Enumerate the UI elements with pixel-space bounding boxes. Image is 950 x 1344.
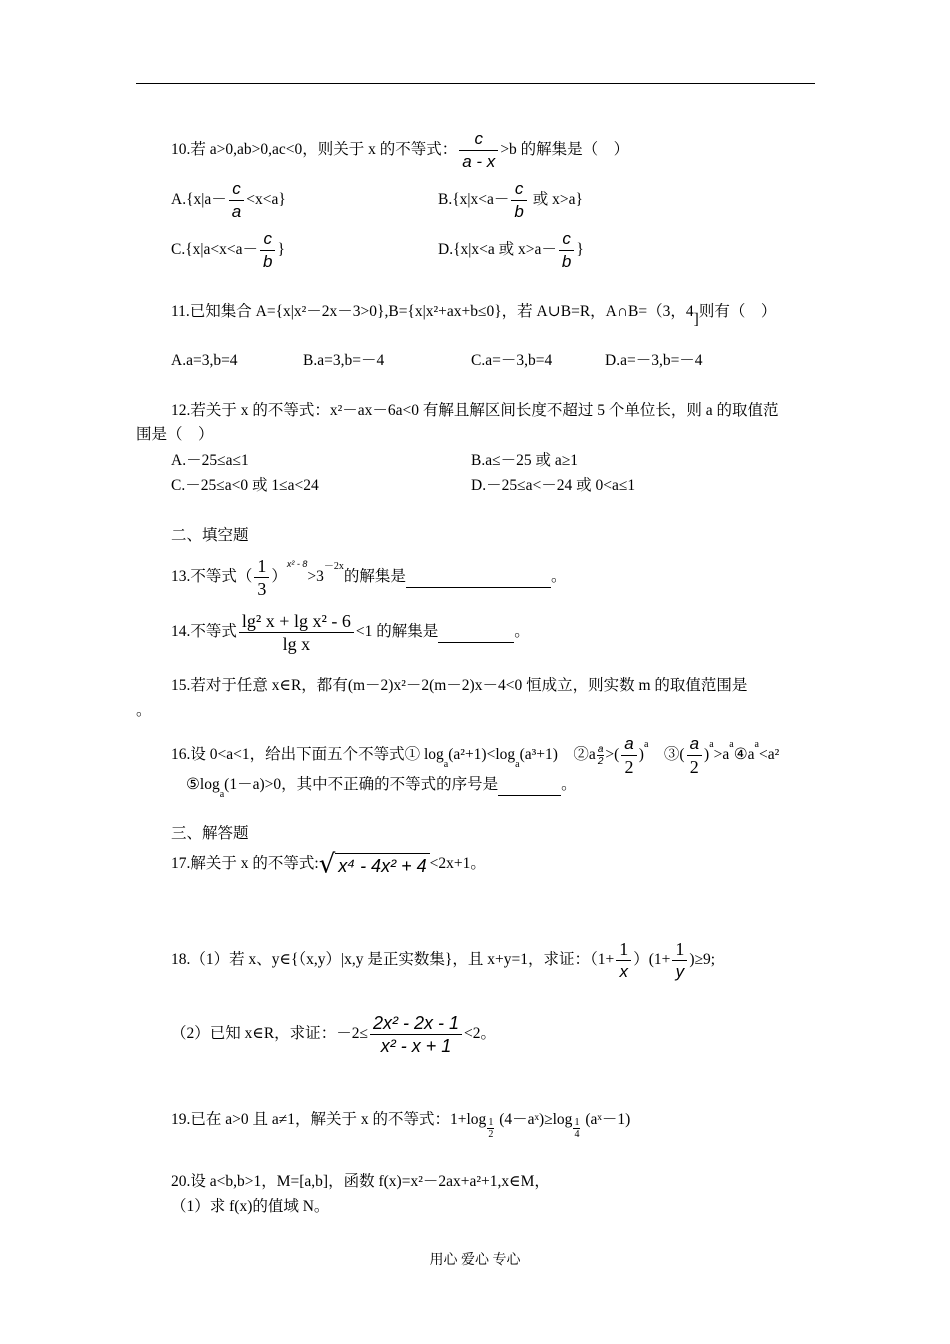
q10-option-c: C.{x|a<x<a－ $\frac{c}{b}$ } [171,229,285,271]
q18-fraction: $\frac{\text{2x² - 2x - 1}}{\text{x² - x + 1}}$ [370,1012,462,1057]
question-12-line1: 12.若关于 x 的不等式：x²－ax－6a<0 有解且解区间长度不超过 5 个单位长，则 a 的取值范 [171,402,779,419]
question-20-line1: 20.设 a<b,b>1，M=[a,b]，函数 f(x)=x²－2ax+a²+1,x∈M， [171,1173,550,1190]
section-heading-fill-in: 二、填空题 [171,527,249,544]
q10-tail: >b 的解集是（ ） [500,141,630,159]
question-18-part2: （2）已知 x∈R，求证：－2≤ $\frac{\text{2x² - 2x - 1}}{\text{x² - x + 1}}$ <2。 [171,1013,496,1056]
q10-option-b: B.{x|x<a－ $\frac{c}{b}$ 或 x>a} [438,179,583,221]
q10-option-a: A.{x|a－ $\frac{c}{a}$ <x<a} [171,179,286,221]
question-20-line2: （1）求 f(x)的值域 N。 [171,1198,330,1215]
question-11: 11.已知集合 A={x|x²－2x－3>0},B={x|x²+ax+b≤0}，若 A∪B=R，A∩B=（3，4]则有（ ） [171,303,777,328]
question-17: 17.解关于 x 的不等式:√ x⁴ - 4x² + 4 <2x+1。 [171,849,486,880]
question-15-line2: 。 [136,702,152,719]
question-13: 13.不等式（ $\frac{1}{3}$ ）$^{x^2 - 8}>3^{-2x}$的解集是 。 [171,556,567,599]
q11-option-d: D.a=－3,b=－4 [605,352,703,369]
q17-sqrt: √ x⁴ - 4x² + 4 [319,853,430,876]
question-16-line1: 16.设 0<a<1，给出下面五个不等式① $\log_a(a^2+1)<\log_a(a^3+1)$ ②a $\frac{a}{2}$ >( $\frac{a}{2}$ )$^a$ ③( $\frac{a}{2}$ )$^a>a^a④a^a<a^2$ [171,734,780,777]
question-19: 19.已在 a>0 且 a≠1，解关于 x 的不等式：1+log $\frac{1}{2}$ (4－aˣ)≥log $\frac{1}{4}$ (aˣ－1) [171,1111,631,1140]
q10-option-d: D.{x|x<a 或 x>a－ $\frac{c}{b}$ } [438,229,584,271]
q12-option-c: C.－25≤a<0 或 1≤a<24 [171,477,319,494]
question-12-line2: 围是（ ） [136,426,214,443]
q16-answer-blank[interactable] [498,775,561,796]
q13-answer-blank[interactable] [406,567,551,588]
question-16-line2: $⑤\log_a(1-a)>0$，其中不正确的不等式的序号是 。 [186,776,577,801]
page-footer: 用心 爱心 专心 [429,1253,521,1268]
q12-option-b: B.a≤－25 或 a≥1 [471,452,578,469]
section-heading-solutions: 三、解答题 [171,825,249,842]
q14-answer-blank[interactable] [438,622,514,643]
q12-option-d: D.－25≤a<－24 或 0<a≤1 [471,477,636,494]
question-10 [171,128,629,173]
q11-option-b: B.a=3,b=－4 [303,352,385,369]
q10-text: 10.若 a>0,ab>0,ac<0，则关于 x 的不等式： [171,141,458,159]
q14-fraction: $\frac{\text{lg² x + lg x² - 6}}{\text{lg x}}$ [239,610,354,655]
q11-option-c: C.a=－3,b=4 [471,352,553,369]
question-15-line1: 15.若对于任意 x∈R，都有(m－2)x²－2(m－2)x－4<0 恒成立，则实数 m 的取值范围是 [171,677,748,694]
question-14: 14.不等式 $\frac{\text{lg² x + lg x² - 6}}{\text{lg x}}$ <1 的解集是 。 [171,611,530,654]
q11-option-a: A.a=3,b=4 [171,352,238,369]
question-18-part1: 18.（1）若 x、y∈{（x,y）|x,y 是正实数集}，且 x+y=1，求证：（1+ $\frac{1}{x}$ ）(1+ $\frac{1}{y}$ )≥9; [171,939,716,981]
header-rule [136,83,815,84]
q12-option-a: A.－25≤a≤1 [171,452,249,469]
q10-fraction: $\frac{c}{a - x}$ [459,128,498,173]
